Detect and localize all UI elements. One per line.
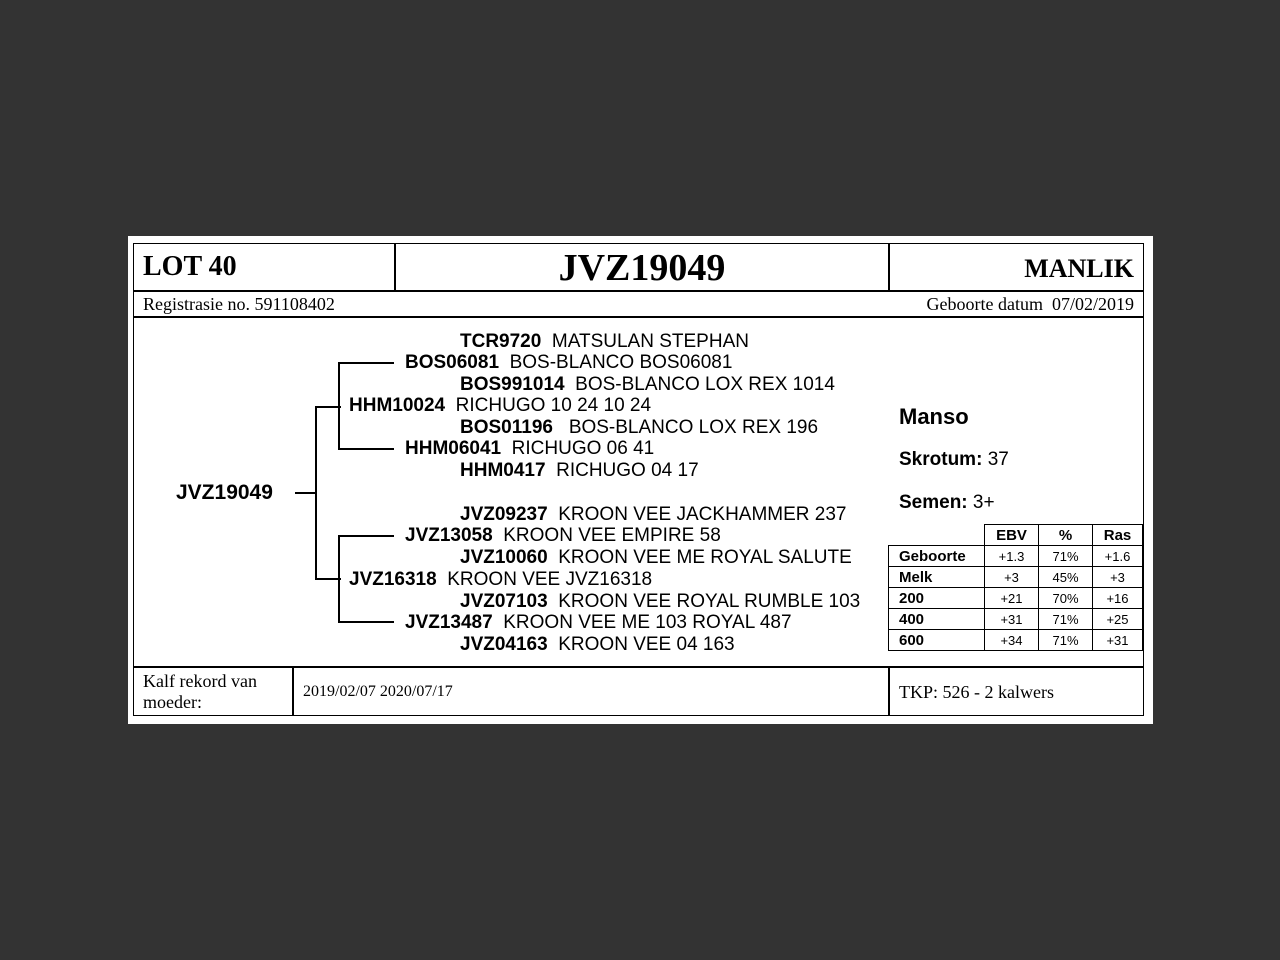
table-row (889, 588, 1143, 609)
pedigree-name: KROON VEE 04 163 (558, 634, 735, 655)
pedigree-dam-dam-dam (460, 634, 735, 656)
pedigree-code: HHM0417 (460, 460, 546, 481)
pedigree-name: MATSULAN STEPHAN (551, 331, 749, 352)
lot-cell (133, 243, 395, 291)
scrotum-info (899, 449, 1009, 471)
pedigree-subject: JVZ19049 (176, 481, 273, 504)
lot-number: LOT 40 (143, 251, 237, 282)
ebv-breed-avg: +25 (1093, 609, 1143, 630)
scrotum-value: 37 (987, 449, 1009, 470)
pedigree-name: RICHUGO 10 24 10 24 (455, 395, 652, 416)
pedigree-name: RICHUGO 06 41 (511, 438, 655, 459)
pedigree-sire-sire-sire (460, 331, 749, 353)
ebv-value: +21 (985, 588, 1039, 609)
pedigree-name: BOS-BLANCO LOX REX 196 (568, 417, 819, 438)
ebv-header-ebv: EBV (985, 525, 1039, 546)
ebv-row-label: 200 (889, 588, 985, 609)
pedigree-sire-sire-dam (460, 374, 835, 396)
ebv-accuracy: 71% (1039, 546, 1093, 567)
ebv-breed-avg: +31 (1093, 630, 1143, 651)
pedigree-dam-sire-dam (460, 547, 852, 569)
pedigree-sire-sire (405, 352, 732, 374)
dam-dam-connector (338, 621, 394, 623)
ebv-accuracy: 45% (1039, 567, 1093, 588)
subject-connector (295, 492, 315, 494)
ebv-breed-avg: +1.6 (1093, 546, 1143, 567)
pedigree-sire (349, 395, 651, 417)
pedigree-dam-dam-sire (460, 591, 860, 613)
subject-branch (315, 406, 317, 580)
ebv-row-label: 400 (889, 609, 985, 630)
pedigree-code: TCR9720 (460, 331, 542, 352)
pedigree-sire-dam-sire (460, 417, 818, 439)
pedigree-sire-dam-dam (460, 460, 699, 482)
pedigree-name: KROON VEE ROYAL RUMBLE 103 (558, 591, 861, 612)
pedigree-code: BOS991014 (460, 374, 565, 395)
pedigree-name: KROON VEE EMPIRE 58 (503, 525, 721, 546)
tkp-cell (889, 667, 1144, 716)
table-row (889, 546, 1143, 567)
animal-name: Manso (899, 404, 969, 429)
semen-value: 3+ (972, 492, 995, 513)
ebv-accuracy: 71% (1039, 609, 1093, 630)
dam-sire-connector (338, 535, 394, 537)
pedigree-code: JVZ13487 (405, 612, 493, 633)
tkp-text: TKP: 526 - 2 kalwers (899, 682, 1054, 702)
registration-text (143, 294, 335, 315)
pedigree-name: RICHUGO 04 17 (556, 460, 699, 481)
pedigree-code: JVZ16318 (349, 569, 437, 590)
pedigree-name: BOS-BLANCO BOS06081 (509, 352, 733, 373)
table-row (889, 567, 1143, 588)
semen-label: Semen: (899, 492, 968, 513)
pedigree-name: KROON VEE JVZ16318 (447, 569, 653, 590)
ebv-row-label: Melk (889, 567, 985, 588)
birth-date-label: Geboorte datum (926, 294, 1043, 314)
pedigree-code: JVZ07103 (460, 591, 548, 612)
registration-number: 591108402 (254, 294, 335, 314)
birth-date-text (927, 294, 1134, 315)
table-row (889, 609, 1143, 630)
ebv-accuracy: 71% (1039, 630, 1093, 651)
ebv-value: +3 (985, 567, 1039, 588)
ebv-header-ras: Ras (1093, 525, 1143, 546)
pedigree-dam (349, 569, 652, 591)
ebv-row-label: 600 (889, 630, 985, 651)
ebv-header-pct: % (1039, 525, 1093, 546)
calf-record-label-cell (133, 667, 293, 716)
scrotum-label: Skrotum: (899, 449, 983, 470)
ebv-header-row (889, 525, 1143, 546)
birth-date-value: 07/02/2019 (1051, 294, 1134, 314)
pedigree-sire-dam (405, 438, 654, 460)
pedigree-dam-dam (405, 612, 792, 634)
pedigree-name: KROON VEE ME ROYAL SALUTE (558, 547, 852, 568)
ebv-header-blank (889, 525, 985, 546)
sire-branch (338, 362, 340, 450)
ebv-value: +1.3 (985, 546, 1039, 567)
ebv-value: +34 (985, 630, 1039, 651)
pedigree-name: KROON VEE JACKHAMMER 237 (558, 504, 847, 525)
pedigree-dam-sire-sire (460, 504, 847, 526)
animal-id-cell (395, 243, 889, 291)
pedigree-code: JVZ04163 (460, 634, 548, 655)
ebv-value: +31 (985, 609, 1039, 630)
sex-cell (889, 243, 1144, 291)
semen-info (899, 492, 995, 514)
pedigree-code: JVZ13058 (405, 525, 493, 546)
sex-label: MANLIK (1024, 254, 1134, 283)
calf-record-dates-cell (293, 667, 889, 716)
ebv-accuracy: 70% (1039, 588, 1093, 609)
pedigree-code: JVZ10060 (460, 547, 548, 568)
animal-id-title: JVZ19049 (558, 247, 726, 289)
lot-card (128, 236, 1153, 724)
table-row (889, 630, 1143, 651)
pedigree-name: KROON VEE ME 103 ROYAL 487 (503, 612, 792, 633)
calf-record-dates: 2019/02/07 2020/07/17 (303, 683, 453, 700)
pedigree-code: BOS01196 (460, 417, 553, 438)
ebv-breed-avg: +3 (1093, 567, 1143, 588)
ebv-table (888, 524, 1143, 651)
dam-branch (338, 535, 340, 623)
calf-record-label: Kalf rekord van moeder: (143, 671, 257, 712)
pedigree-name: BOS-BLANCO LOX REX 1014 (575, 374, 835, 395)
sire-sire-connector (338, 362, 394, 364)
sire-dam-connector (338, 448, 394, 450)
pedigree-code: HHM10024 (349, 395, 446, 416)
registration-label: Registrasie no. (143, 294, 250, 314)
pedigree-code: BOS06081 (405, 352, 500, 373)
pedigree-code: HHM06041 (405, 438, 502, 459)
registration-row (133, 291, 1144, 317)
ebv-breed-avg: +16 (1093, 588, 1143, 609)
pedigree-dam-sire (405, 525, 721, 547)
ebv-row-label: Geboorte (889, 546, 985, 567)
pedigree-code: JVZ09237 (460, 504, 548, 525)
